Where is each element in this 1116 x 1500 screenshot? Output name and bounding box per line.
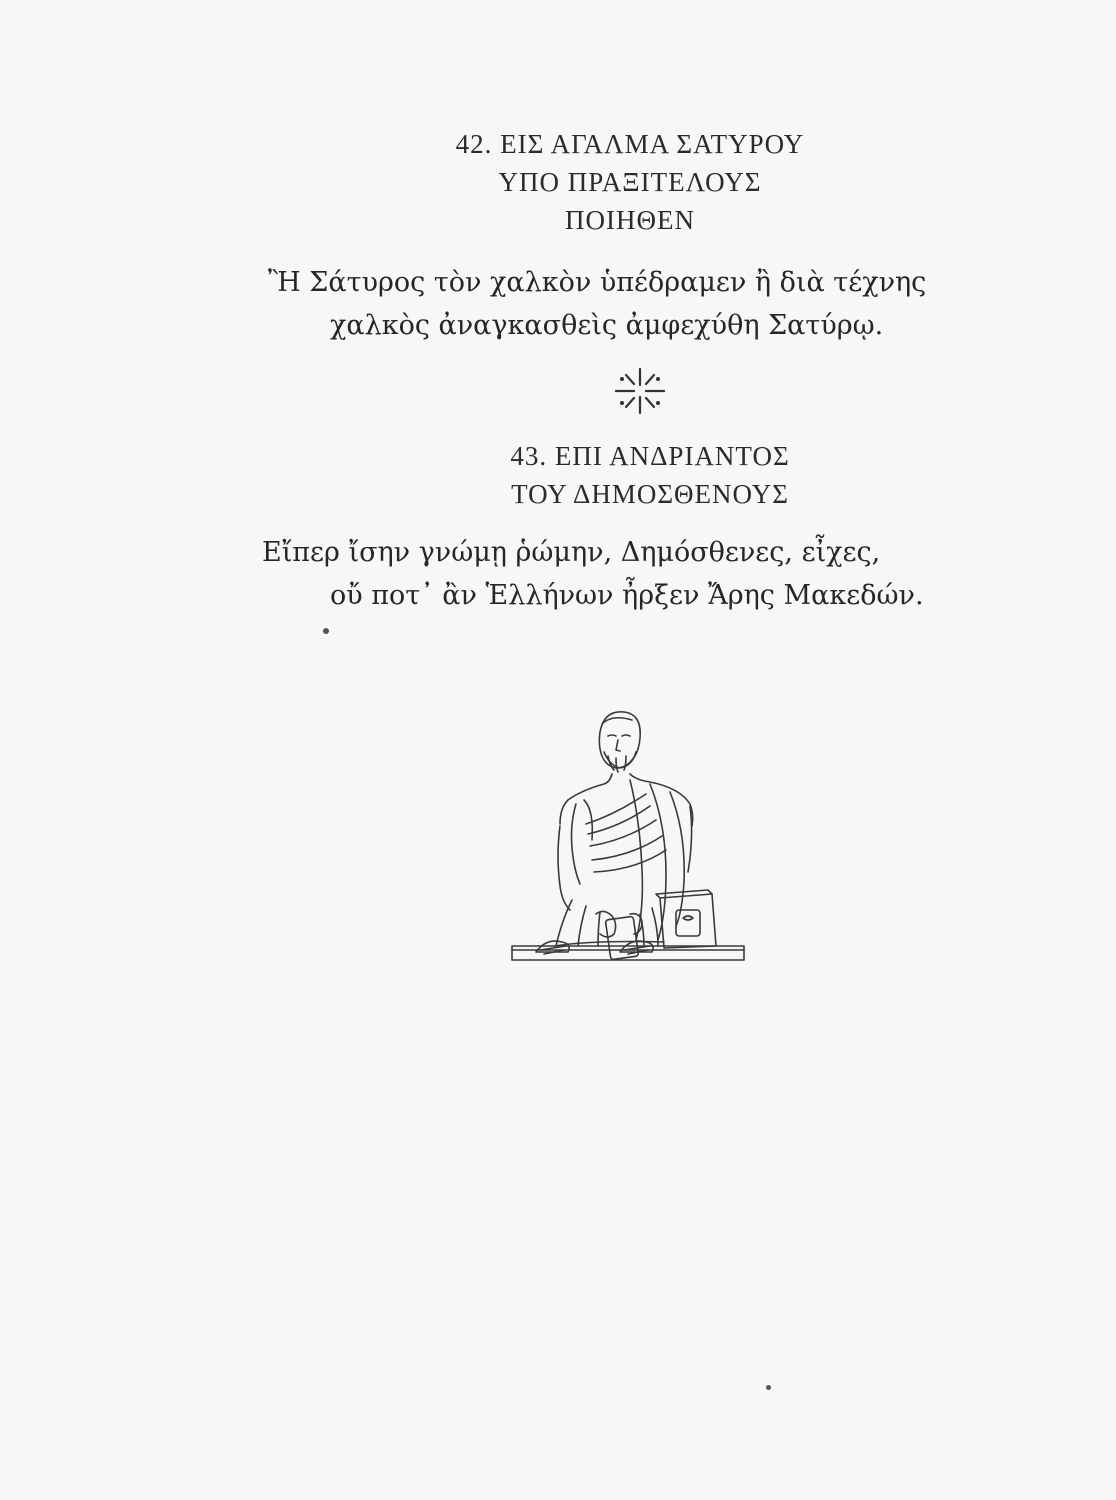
epigram-42-verse-1: Ἢ Σάτυρος τὸν χαλκὸν ὑπέδραμεν ἢ διὰ τέχνης xyxy=(268,267,927,298)
star-ornament-icon xyxy=(610,365,670,417)
epigram-43-title-line-2: ΤΟΥ ΔΗΜΟΣΘΕΝΟΥΣ xyxy=(511,479,789,509)
epigram-42-title-line-3: ΠΟΙΗΘΕΝ xyxy=(565,205,695,235)
epigram-43-verse-2: οὔ ποτ᾽ ἂν Ἑλλήνων ἦρξεν Ἄρης Μακεδών. xyxy=(330,580,924,611)
ink-speck xyxy=(766,1385,771,1390)
epigram-43-verse-1: Εἴπερ ἴσην γνώμῃ ῥώμην, Δημόσθενες, εἶχες, xyxy=(262,537,881,568)
epigram-42-title-line-2: ΥΠΟ ΠΡΑΞΙΤΕΛΟΥΣ xyxy=(498,167,762,197)
epigram-42-verse-2: χαλκὸς ἀναγκασθεὶς ἀμφεχύθη Σατύρῳ. xyxy=(330,310,884,341)
epigram-43-title-line-1: 43. ΕΠΙ ΑΝΔΡΙΑΝΤΟΣ xyxy=(510,441,790,471)
demosthenes-statue-illustration xyxy=(500,700,760,970)
epigram-43-title xyxy=(430,437,870,513)
epigram-42-title xyxy=(380,125,880,239)
ink-speck xyxy=(323,628,329,634)
bleed-through-shadow xyxy=(600,1150,608,1180)
epigram-42-title-line-1: 42. ΕΙΣ ΑΓΑΛΜΑ ΣΑΤΥΡΟΥ xyxy=(455,129,805,159)
